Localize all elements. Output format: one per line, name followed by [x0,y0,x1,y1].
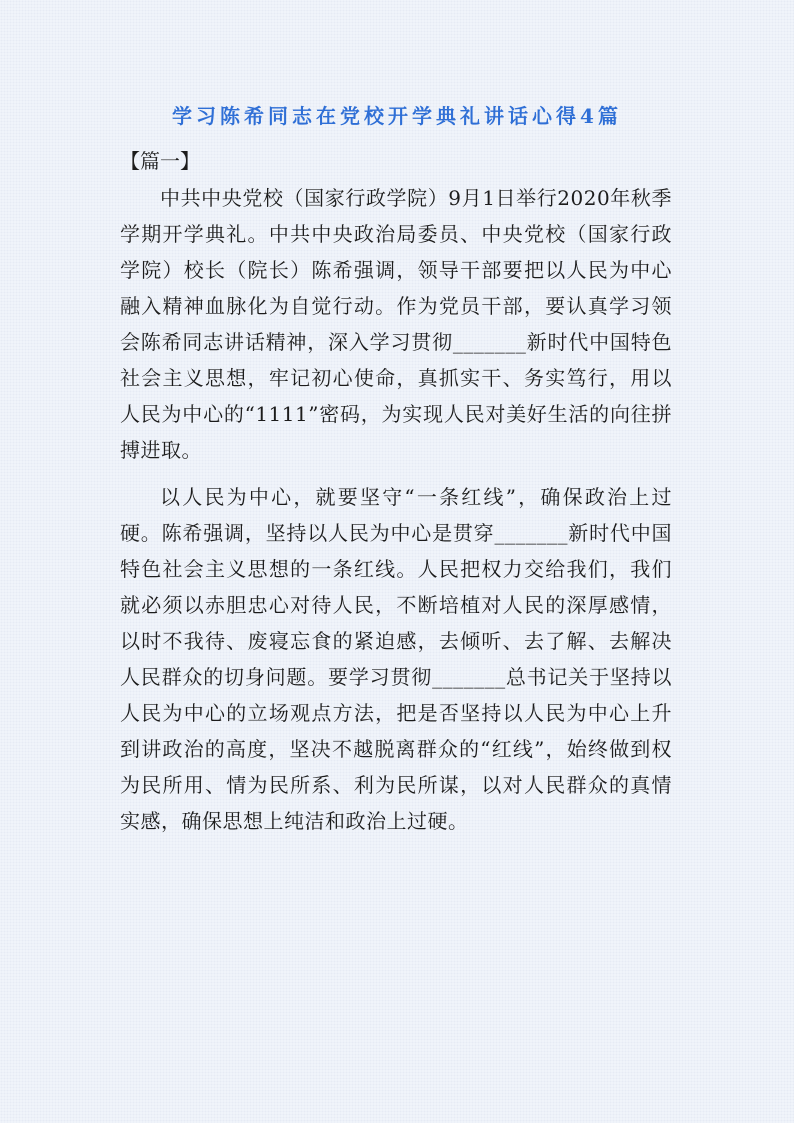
section-label: 【篇一】 [120,149,200,173]
paragraph-2: 以人民为中心，就要坚守“一条红线”，确保政治上过硬。陈希强调，坚持以人民为中心是贯穿_______新时代中国特色社会主义思想的一条红线。人民把权力交给我们，我们就必须以赤胆忠心对待人民，不断培植对人民的深厚感情，以时不我待、废寝忘食的紧迫感，去倾听、去了解、去解决人民群众的切身问题。要学习贯彻_______总书记关于坚持以人民为中心的立场观点方法，把是否坚持以人民为中心上升到讲政治的高度，坚决不越脱离群众的“红线”，始终做到权为民所用、情为民所系、利为民所谋，以对人民群众的真情实感，确保思想上纯洁和政治上过硬。 [120,485,672,833]
document-title: 学习陈希同志在党校开学典礼讲话心得4篇 [172,104,622,128]
paragraph-1: 中共中央党校（国家行政学院）9月1日举行2020年秋季学期开学典礼。中共中央政治局委员、中央党校（国家行政学院）校长（院长）陈希强调，领导干部要把以人民为中心融入精神血脉化为自觉行动。作为党员干部，要认真学习领会陈希同志讲话精神，深入学习贯彻_______新时代中国特色社会主义思想，牢记初心使命，真抓实干、务实笃行，用以人民为中心的“1111”密码，为实现人民对美好生活的向往拼搏进取。 [120,186,672,462]
document-body [120,180,672,850]
